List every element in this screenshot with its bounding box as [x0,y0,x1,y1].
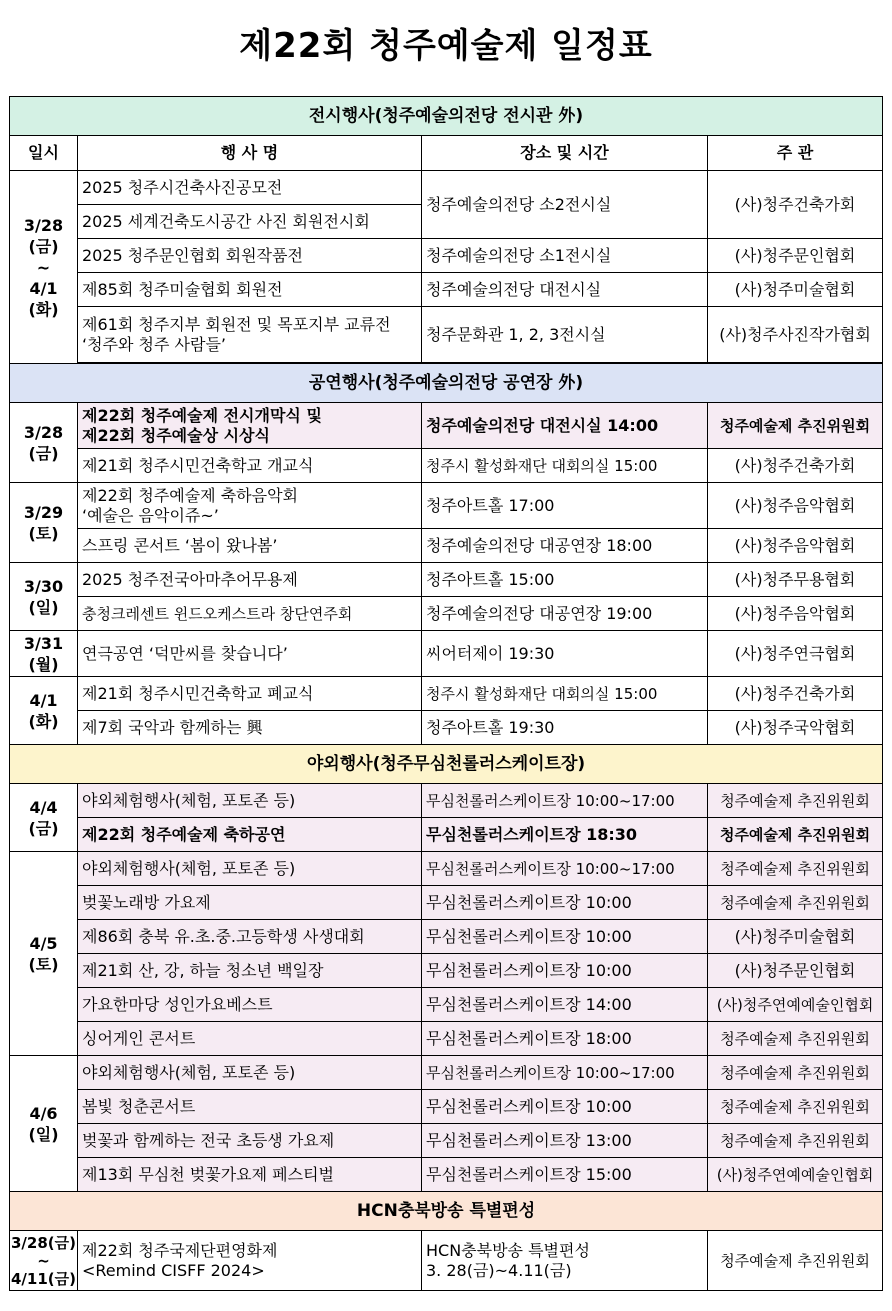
event-name: 제21회 산, 강, 하늘 청소년 백일장 [78,954,422,988]
table-row [10,273,883,307]
event-name: 제21회 청주시민건축학교 폐교식 [78,677,422,711]
event-org: (사)청주사진작가협회 [708,307,883,363]
table-row [10,1090,883,1124]
section-outdoor [10,745,883,784]
date-cell: 4/1 (화) [10,677,78,745]
event-name: 가요한마당 성인가요베스트 [78,988,422,1022]
header-org: 주 관 [708,136,883,171]
event-org: (사)청주음악협회 [708,529,883,563]
event-org: 청주예술제 추진위원회 [708,1056,883,1090]
date-cell: 3/29 (토) [10,483,78,563]
date-cell: 4/6 (일) [10,1056,78,1192]
table-row [10,711,883,745]
event-org: (사)청주무용협회 [708,563,883,597]
event-name: 제22회 청주예술제 전시개막식 및 제22회 청주예술상 시상식 [78,403,422,449]
section-hcn [10,1192,883,1231]
event-org: (사)청주국악협회 [708,711,883,745]
event-org: 청주예술제 추진위원회 [708,403,883,449]
event-org: 청주예술제 추진위원회 [708,1022,883,1056]
table-row [10,307,883,363]
header-place: 장소 및 시간 [422,136,708,171]
event-org: (사)청주건축가회 [708,171,883,239]
event-name: 제61회 청주지부 회원전 및 목포지부 교류전 ‘청주와 청주 사람들’ [78,307,422,363]
section-title: 야외행사(청주무심천롤러스케이트장) [10,745,883,784]
section-exhibition [10,97,883,136]
event-org: (사)청주음악협회 [708,597,883,631]
table-row [10,920,883,954]
date-cell: 3/28(금) ~ 4/11(금) [10,1231,78,1291]
event-name: 제86회 충북 유.초.중.고등학생 사생대회 [78,920,422,954]
event-place: 무심천롤러스케이트장 10:00 [422,886,708,920]
event-name: 봄빛 청춘콘서트 [78,1090,422,1124]
table-row [10,1158,883,1192]
event-org: 청주예술제 추진위원회 [708,784,883,818]
header-name: 행 사 명 [78,136,422,171]
date-cell: 3/28 (금) ~ 4/1 (화) [10,171,78,364]
event-place: 무심천롤러스케이트장 10:00 [422,920,708,954]
event-name: 제7회 국악과 함께하는 興 [78,711,422,745]
event-name: 벚꽃노래방 가요제 [78,886,422,920]
event-org: (사)청주연극협회 [708,631,883,677]
event-place: 청주아트홀 17:00 [422,483,708,529]
event-name: 제22회 청주예술제 축하공연 [78,818,422,852]
table-header [10,136,883,171]
table-row [10,449,883,483]
event-org: (사)청주연예예술인협회 [708,988,883,1022]
event-name: 연극공연 ‘덕만씨를 찾습니다’ [78,631,422,677]
table-row [10,563,883,597]
event-place: 무심천롤러스케이트장 10:00~17:00 [422,852,708,886]
event-place: 청주예술의전당 소2전시실 [422,171,708,239]
event-org: (사)청주문인협회 [708,954,883,988]
event-name: 제22회 청주예술제 축하음악회 ‘예술은 음악이쥬~’ [78,483,422,529]
event-name: 야외체험행사(체험, 포토존 등) [78,1056,422,1090]
event-place: 청주예술의전당 대전시실 [422,273,708,307]
event-org: (사)청주건축가회 [708,449,883,483]
section-title: HCN충북방송 특별편성 [10,1192,883,1231]
event-place: 무심천롤러스케이트장 14:00 [422,988,708,1022]
table-row [10,1056,883,1090]
table-row [10,1124,883,1158]
event-name: 스프링 콘서트 ‘봄이 왔나봄’ [78,529,422,563]
event-place: 무심천롤러스케이트장 10:00~17:00 [422,1056,708,1090]
date-cell: 3/28 (금) [10,403,78,483]
table-row [10,677,883,711]
event-place: 씨어터제이 19:30 [422,631,708,677]
table-row [10,403,883,449]
table-row [10,886,883,920]
table-row [10,483,883,529]
section-title: 전시행사(청주예술의전당 전시관 外) [10,97,883,136]
header-date: 일시 [10,136,78,171]
event-place: 청주문화관 1, 2, 3전시실 [422,307,708,363]
event-name: 2025 청주전국아마추어무용제 [78,563,422,597]
event-place: 무심천롤러스케이트장 18:30 [422,818,708,852]
event-org: 청주예술제 추진위원회 [708,1124,883,1158]
event-name: 2025 청주시건축사진공모전 [78,171,422,205]
event-org: 청주예술제 추진위원회 [708,1231,883,1291]
event-name: 2025 세계건축도시공간 사진 회원전시회 [78,205,422,239]
event-place: 청주예술의전당 소1전시실 [422,239,708,273]
table-row [10,818,883,852]
event-place: 청주시 활성화재단 대회의실 15:00 [422,677,708,711]
event-org: (사)청주음악협회 [708,483,883,529]
schedule-table [9,96,883,1291]
event-org: (사)청주미술협회 [708,920,883,954]
table-row [10,954,883,988]
date-cell: 4/4 (금) [10,784,78,852]
event-org: 청주예술제 추진위원회 [708,852,883,886]
table-row [10,1022,883,1056]
event-place: 청주아트홀 15:00 [422,563,708,597]
table-row [10,1231,883,1291]
event-org: (사)청주문인협회 [708,239,883,273]
table-row [10,988,883,1022]
event-name: 야외체험행사(체험, 포토존 등) [78,784,422,818]
table-row [10,529,883,563]
event-name: 충청크레센트 윈드오케스트라 창단연주회 [78,597,422,631]
event-place: 청주예술의전당 대공연장 18:00 [422,529,708,563]
event-org: 청주예술제 추진위원회 [708,818,883,852]
date-cell: 4/5 (토) [10,852,78,1056]
table-row [10,239,883,273]
table-row [10,171,883,205]
table-row [10,631,883,677]
event-org: 청주예술제 추진위원회 [708,1090,883,1124]
event-org: (사)청주연예예술인협회 [708,1158,883,1192]
event-org: (사)청주미술협회 [708,273,883,307]
event-place: 청주시 활성화재단 대회의실 15:00 [422,449,708,483]
event-name: 제85회 청주미술협회 회원전 [78,273,422,307]
event-name: 제21회 청주시민건축학교 개교식 [78,449,422,483]
event-place: 무심천롤러스케이트장 10:00 [422,954,708,988]
event-org: 청주예술제 추진위원회 [708,886,883,920]
date-cell: 3/31 (월) [10,631,78,677]
event-place: 청주예술의전당 대공연장 19:00 [422,597,708,631]
event-place: 무심천롤러스케이트장 13:00 [422,1124,708,1158]
section-performance [10,364,883,403]
event-name: 2025 청주문인협회 회원작품전 [78,239,422,273]
date-cell: 3/30 (일) [10,563,78,631]
event-name: 벚꽃과 함께하는 전국 초등생 가요제 [78,1124,422,1158]
event-place: HCN충북방송 특별편성 3. 28(금)~4.11(금) [422,1231,708,1291]
table-row [10,852,883,886]
event-place: 무심천롤러스케이트장 10:00~17:00 [422,784,708,818]
event-place: 무심천롤러스케이트장 15:00 [422,1158,708,1192]
section-title: 공연행사(청주예술의전당 공연장 外) [10,364,883,403]
table-row [10,597,883,631]
event-org: (사)청주건축가회 [708,677,883,711]
event-name: 제13회 무심천 벚꽃가요제 페스티벌 [78,1158,422,1192]
event-name: 야외체험행사(체험, 포토존 등) [78,852,422,886]
event-place: 무심천롤러스케이트장 18:00 [422,1022,708,1056]
event-place: 청주아트홀 19:30 [422,711,708,745]
page-title: 제22회 청주예술제 일정표 [239,26,653,66]
event-place: 무심천롤러스케이트장 10:00 [422,1090,708,1124]
event-place: 청주예술의전당 대전시실 14:00 [422,403,708,449]
event-name: 싱어게인 콘서트 [78,1022,422,1056]
event-name: 제22회 청주국제단편영화제 <Remind CISFF 2024> [78,1231,422,1291]
table-row [10,784,883,818]
